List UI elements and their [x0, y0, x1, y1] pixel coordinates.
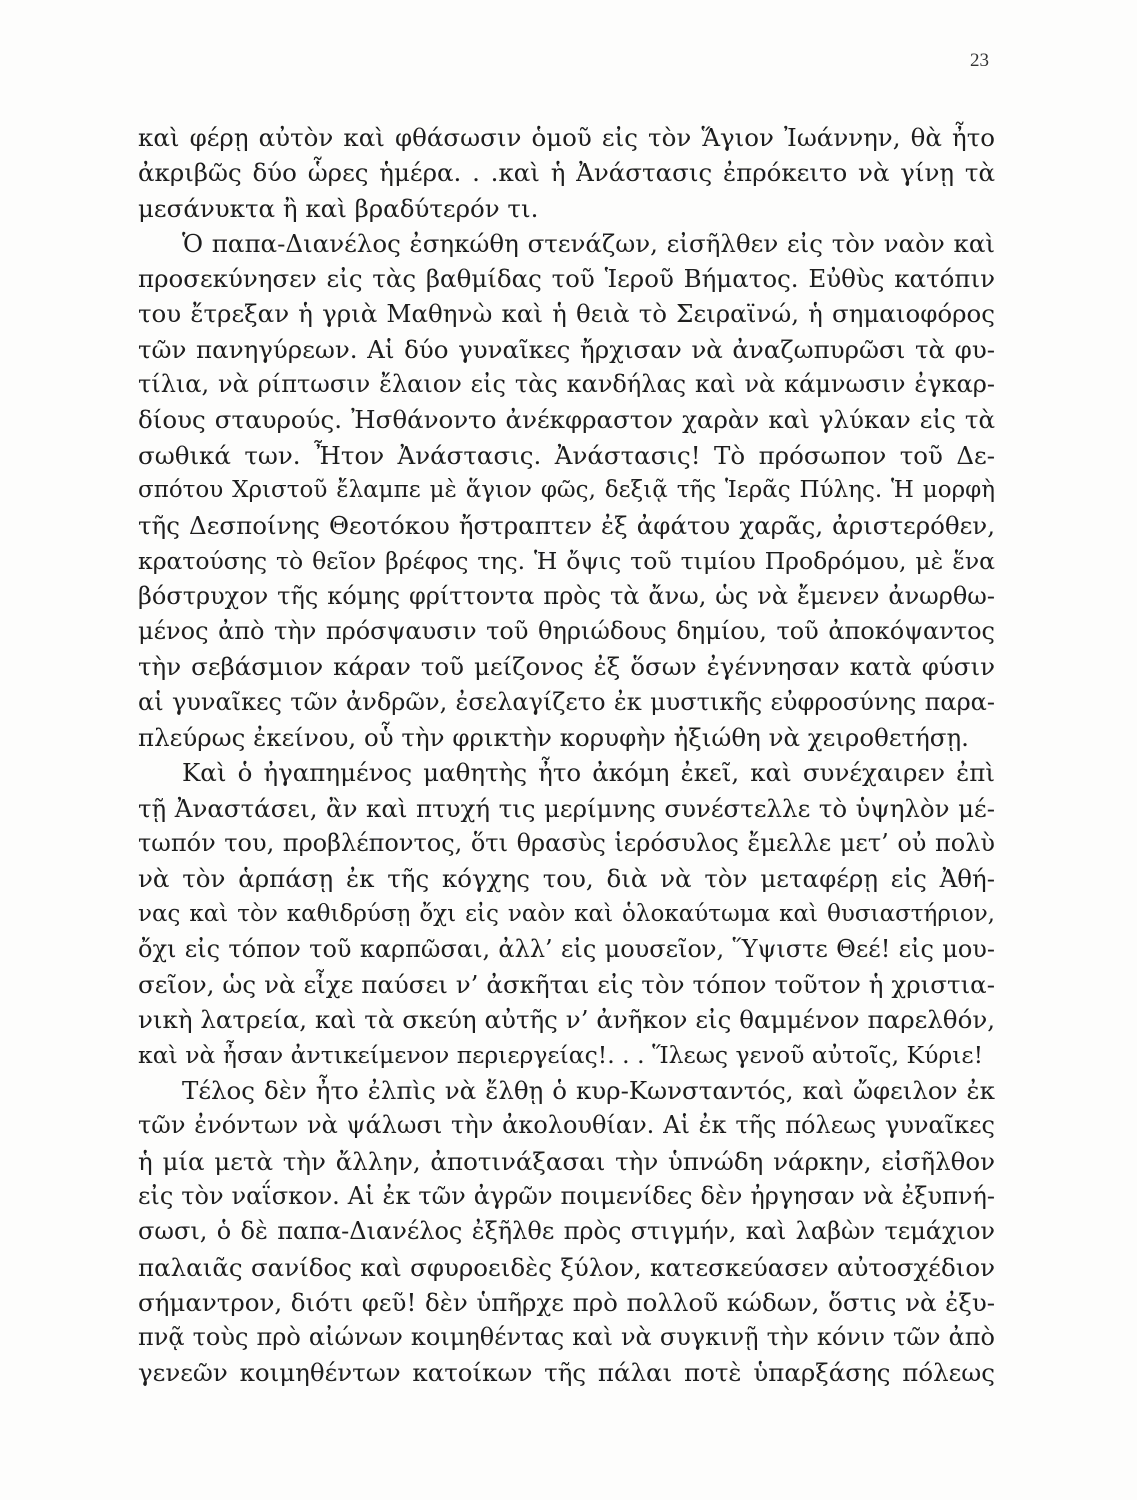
body-text — [138, 120, 995, 1391]
text-line: τῶν πανηγύρεων. Αἱ δύο γυναῖκες ἤρχισαν νὰ ἀναζωπυρῶσι τὰ φυ- — [138, 334, 995, 364]
text-line: αἱ γυναῖκες τῶν ἀνδρῶν, ἐσελαγίζετο ἐκ μυστικῆς εὐφροσύνης παρα- — [138, 687, 995, 716]
text-line: βόστρυχον τῆς κόμης φρίττοντα πρὸς τὰ ἄνω, ὡς νὰ ἔμενεν ἀνωρθω- — [138, 581, 995, 610]
text-line: μένος ἀπὸ τὴν πρόσψαυσιν τοῦ θηριώδους δημίου, τοῦ ἀποκόψαντος — [138, 617, 995, 646]
page-number: 23 — [970, 50, 989, 71]
text-line: τῆς Δεσποίνης Θεοτόκου ἤστραπτεν ἐξ ἀφάτου χαρᾶς, ἀριστερόθεν, — [138, 511, 995, 541]
text-line: τῶν ἐνόντων νὰ ψάλωσι τὴν ἀκολουθίαν. Αἱ ἐκ τῆς πόλεως γυναῖκες — [138, 1111, 995, 1140]
text-line: τωπόν του, προβλέποντος, ὅτι θρασὺς ἱερόσυλος ἔμελλε μετ’ οὐ πολὺ — [138, 828, 995, 857]
paragraph-start-line: Καὶ ὁ ἠγαπημένος μαθητὴς ἦτο ἀκόμη ἐκεῖ, καὶ συνέχαιρεν ἐπὶ — [182, 758, 995, 788]
text-line: νὰ τὸν ἁρπάσῃ ἐκ τῆς κόγχης του, διὰ νὰ τὸν μεταφέρῃ εἰς Ἀθή- — [138, 864, 995, 894]
text-line: προσεκύνησεν εἰς τὰς βαθμίδας τοῦ Ἱεροῦ Βήματος. Εὐθὺς κατόπιν — [138, 264, 995, 294]
paragraph-start-line: Τέλος δὲν ἦτο ἐλπὶς νὰ ἔλθῃ ὁ κυρ-Κωνσταντός, καὶ ὤφειλον ἐκ — [182, 1076, 995, 1106]
text-line: τίλια, νὰ ρίπτωσιν ἔλαιον εἰς τὰς κανδήλας καὶ νὰ κάμνωσιν ἐγκαρ- — [138, 370, 995, 399]
text-line: μεσάνυκτα ἢ καὶ βραδύτερόν τι. — [138, 193, 539, 223]
text-line: παλαιᾶς σανίδος καὶ σφυροειδὲς ξύλον, κατεσκεύασεν αὐτοσχέδιον — [138, 1252, 995, 1282]
text-line: καὶ νὰ ἦσαν ἀντικείμενον περιεργείας!. . . Ἵλεως γενοῦ αὐτοῖς, Κύριε! — [138, 1040, 984, 1069]
text-line: ὄχι εἰς τόπον τοῦ καρπῶσαι, ἀλλ’ εἰς μουσεῖον, Ὕψιστε Θεέ! εἰς μου- — [138, 934, 995, 963]
text-line: σωθικά των. Ἦτον Ἀνάστασις. Ἀνάστασις! Τὸ πρόσωπον τοῦ Δε- — [138, 440, 995, 470]
text-line: κρατούσης τὸ θεῖον βρέφος της. Ἡ ὄψις τοῦ τιμίου Προδρόμου, μὲ ἕνα — [138, 546, 995, 575]
text-line: δίους σταυρούς. Ἠσθάνοντο ἀνέκφραστον χαρὰν καὶ γλύκαν εἰς τὰ — [138, 405, 995, 435]
text-line: πλεύρως ἐκείνου, οὗ τὴν φρικτὴν κορυφὴν ἠξιώθη νὰ χειροθετήσῃ. — [138, 723, 969, 753]
text-line: νας καὶ τὸν καθιδρύσῃ ὄχι εἰς ναὸν καὶ ὁλοκαύτωμα καὶ θυσιαστήριον, — [138, 900, 995, 927]
text-line: πνᾷ τοὺς πρὸ αἰώνων κοιμηθέντας καὶ νὰ συγκινῇ τὴν κόνιν τῶν ἀπὸ — [138, 1323, 995, 1352]
text-line: ἀκριβῶς δύο ὧρες ἡμέρα. . .καὶ ἡ Ἀνάστασις ἐπρόκειτο νὰ γίνῃ τὰ — [138, 158, 995, 188]
text-line: σωσι, ὁ δὲ παπα-Διανέλος ἐξῆλθε πρὸς στιγμήν, καὶ λαβὼν τεμάχιον — [138, 1217, 995, 1246]
text-line: τὴν σεβάσμιον κάραν τοῦ μείζονος ἐξ ὅσων ἐγέννησαν κατὰ φύσιν — [138, 652, 995, 682]
text-line: νικὴ λατρεία, καὶ τὰ σκεύη αὐτῆς ν’ ἀνῆκον εἰς θαμμένον παρελθόν, — [138, 1005, 995, 1035]
text-line: σπότου Χριστοῦ ἔλαμπε μὲ ἅγιον φῶς, δεξιᾷ τῆς Ἱερᾶς Πύλης. Ἡ μορφὴ — [138, 476, 995, 503]
text-line: του ἔτρεξαν ἡ γριὰ Μαθηνὼ καὶ ἡ θειὰ τὸ Σειραϊνώ, ἡ σημαιοφόρος — [138, 299, 995, 329]
text-line: σεῖον, ὡς νὰ εἶχε παύσει ν’ ἀσκῆται εἰς τὸν τόπον τοῦτον ἡ χριστια- — [138, 970, 995, 1000]
text-line: ἡ μία μετὰ τὴν ἄλλην, ἀποτινάξασαι τὴν ὑπνώδη νάρκην, εἰσῆλθον — [138, 1146, 995, 1176]
text-line: καὶ φέρῃ αὐτὸν καὶ φθάσωσιν ὁμοῦ εἰς τὸν Ἅγιον Ἰωάννην, θὰ ἦτο — [138, 123, 995, 152]
text-line: τῇ Ἀναστάσει, ἂν καὶ πτυχή τις μερίμνης συνέστελλε τὸ ὑψηλὸν μέ- — [138, 793, 995, 823]
text-line: σήμαντρον, διότι φεῦ! δὲν ὑπῆρχε πρὸ πολλοῦ κώδων, ὅστις νὰ ἐξυ- — [138, 1287, 995, 1317]
paragraph-start-line: Ὁ παπα-Διανέλος ἐσηκώθη στενάζων, εἰσῆλθεν εἰς τὸν ναὸν καὶ — [182, 228, 995, 258]
text-line: εἰς τὸν ναΐσκον. Αἱ ἐκ τῶν ἀγρῶν ποιμενίδες δὲν ἠργησαν νὰ ἐξυπνή- — [138, 1181, 995, 1210]
text-line: γενεῶν κοιμηθέντων κατοίκων τῆς πάλαι ποτὲ ὑπαρξάσης πόλεως — [138, 1358, 995, 1388]
